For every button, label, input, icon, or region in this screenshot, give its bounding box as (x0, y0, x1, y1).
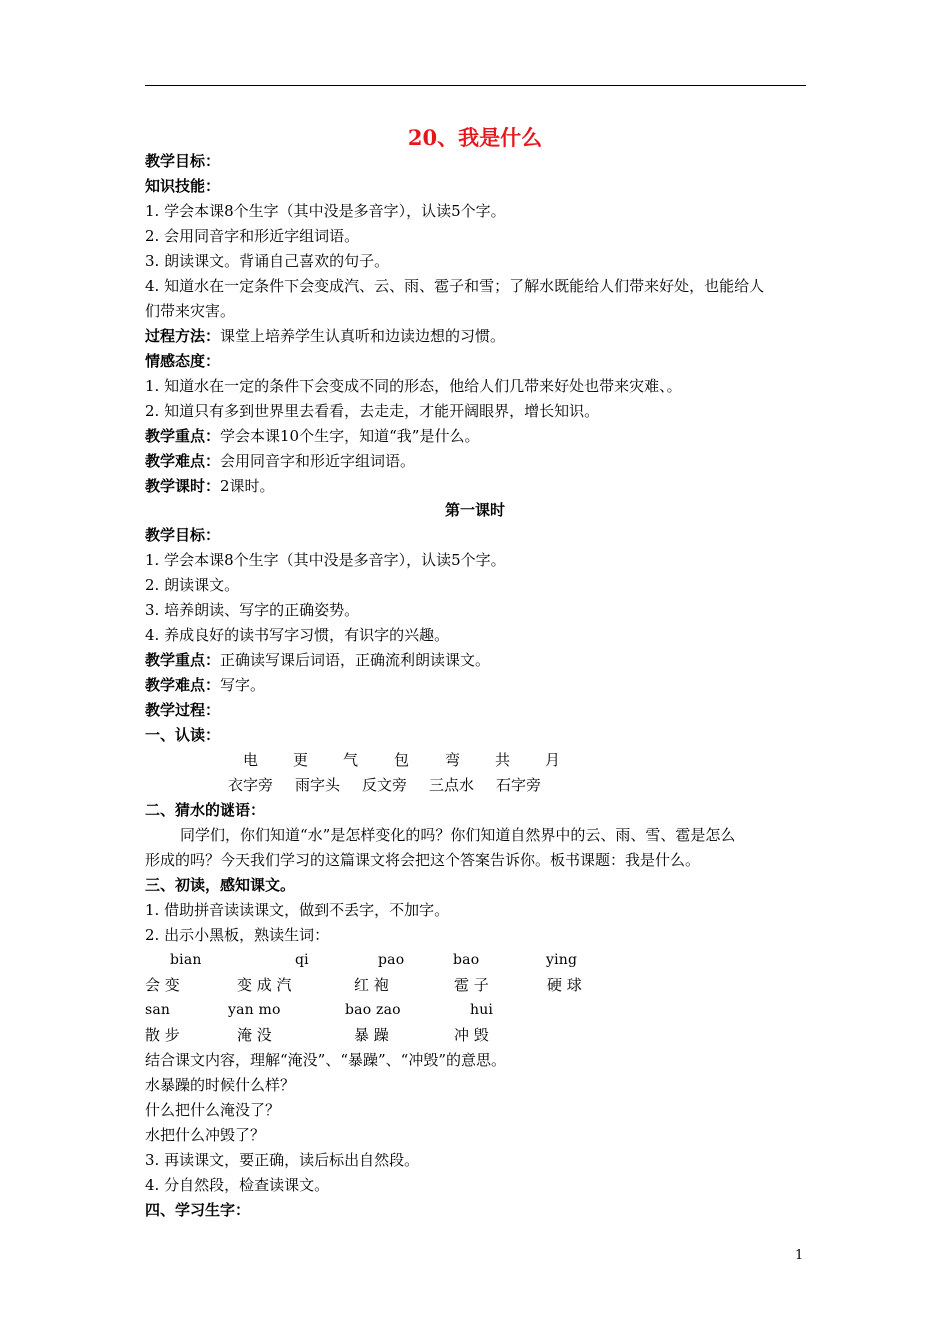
process-label: 过程方法： (145, 327, 221, 345)
radical-item: 衣字旁 (228, 776, 274, 794)
understand-instruction: 结合课文内容，理解“淹没”、“暴躁”、“冲毁”的意思。 (145, 1051, 507, 1069)
skill-item-2: 2. 会用同音字和形近字组词语。 (145, 227, 360, 245)
radical-item: 反文旁 (362, 776, 408, 794)
section-2-paragraph-line-2: 形成的吗？今天我们学习的这篇课文将会把这个答案告诉你。板书课题：我是什么。 (145, 851, 701, 869)
vocab-word: 会 变 (145, 976, 180, 994)
char-item: 月 (545, 751, 561, 769)
char-item: 电 (243, 751, 259, 769)
skill-item-3: 3. 朗读课文。背诵自己喜欢的句子。 (145, 252, 390, 270)
lesson-key-label: 教学重点： (145, 651, 221, 669)
key-text: 学会本课10个生字，知道“我”是什么。 (220, 427, 480, 445)
document-title: 20、我是什么 (407, 125, 543, 150)
section-3-heading: 三、初读，感知课文。 (145, 876, 296, 894)
header-rule (145, 85, 806, 86)
skill-item-4-cont: 们带来灾害。 (145, 302, 236, 320)
char-item: 包 (394, 751, 410, 769)
question-3: 水把什么冲毁了？ (145, 1126, 266, 1144)
lesson-objective-3: 3. 培养朗读、写字的正确姿势。 (145, 601, 360, 619)
radical-item: 石字旁 (496, 776, 542, 794)
lesson-key (145, 649, 490, 671)
vocab-word: 淹 没 (237, 1026, 272, 1044)
skills-heading: 知识技能： (145, 177, 221, 195)
lesson-one-heading: 第一课时 (444, 501, 505, 519)
section-1-heading: 一、认读： (145, 726, 221, 744)
char-item: 共 (495, 751, 511, 769)
teaching-hours (145, 475, 275, 497)
page-number: 1 (795, 1248, 804, 1263)
pinyin-label: yan mo (228, 1002, 281, 1018)
pinyin-label: qi (295, 952, 309, 968)
lesson-process-heading: 教学过程： (145, 701, 221, 719)
emotion-item-1: 1. 知道水在一定的条件下会变成不同的形态，他给人们几带来好处也带来灾难、。 (145, 377, 682, 395)
pinyin-label: pao (378, 952, 405, 968)
emotion-item-2: 2. 知道只有多到世界里去看看，去走走，才能开阔眼界，增长知识。 (145, 402, 600, 420)
section-3-item-3: 3. 再读课文，要正确，读后标出自然段。 (145, 1151, 420, 1169)
vocab-word: 变 成 汽 (237, 976, 292, 994)
vocab-word: 暴 躁 (354, 1026, 389, 1044)
pinyin-label: bian (170, 952, 202, 968)
lesson-difficulty (145, 674, 265, 696)
hours-text: 2课时。 (220, 477, 275, 495)
question-1: 水暴躁的时候什么样？ (145, 1076, 296, 1094)
pinyin-label: san (145, 1002, 171, 1018)
section-4-heading: 四、学习生字： (145, 1201, 251, 1219)
difficulty-text: 会用同音字和形近字组词语。 (220, 452, 416, 470)
vocab-word: 硬 球 (547, 976, 582, 994)
lesson-objective-4: 4. 养成良好的读书写字习惯，有识字的兴趣。 (145, 626, 450, 644)
emotion-heading: 情感态度： (145, 352, 221, 370)
lesson-difficulty-label: 教学难点： (145, 676, 221, 694)
section-3-item-2: 2. 出示小黑板，熟读生词： (145, 926, 330, 944)
section-3-item-1: 1. 借助拼音读读课文，做到不丢字，不加字。 (145, 901, 450, 919)
section-2-heading: 二、猜水的谜语： (145, 801, 266, 819)
lesson-objectives-heading: 教学目标： (145, 526, 221, 544)
pinyin-label: bao (453, 952, 480, 968)
pinyin-label: hui (470, 1002, 494, 1018)
radical-item: 雨字头 (295, 776, 341, 794)
key-label: 教学重点： (145, 427, 221, 445)
question-2: 什么把什么淹没了？ (145, 1101, 281, 1119)
vocab-word: 红 袍 (354, 976, 389, 994)
hours-label: 教学课时： (145, 477, 221, 495)
section-3-item-4: 4. 分自然段，检查读课文。 (145, 1176, 330, 1194)
difficulty-label: 教学难点： (145, 452, 221, 470)
lesson-objective-2: 2. 朗读课文。 (145, 576, 240, 594)
pinyin-label: bao zao (345, 1002, 401, 1018)
radical-item: 三点水 (429, 776, 475, 794)
skill-item-1: 1. 学会本课8个生字（其中没是多音字），认读5个字。 (145, 202, 506, 220)
objectives-heading: 教学目标： (145, 152, 221, 170)
lesson-objective-1: 1. 学会本课8个生字（其中没是多音字），认读5个字。 (145, 551, 506, 569)
lesson-difficulty-text: 写字。 (220, 676, 266, 694)
pinyin-label: ying (546, 952, 578, 968)
skill-item-4: 4. 知道水在一定条件下会变成汽、云、雨、雹子和雪；了解水既能给人们带来好处，也能给人 (145, 277, 765, 295)
vocab-word: 雹 子 (454, 976, 489, 994)
vocab-word: 冲 毁 (454, 1026, 489, 1044)
process-method (145, 325, 505, 347)
char-item: 弯 (445, 751, 461, 769)
teaching-difficulty (145, 450, 415, 472)
vocab-word: 散 步 (145, 1026, 180, 1044)
process-text: 课堂上培养学生认真听和边读边想的习惯。 (220, 327, 506, 345)
lesson-key-text: 正确读写课后词语，正确流利朗读课文。 (220, 651, 491, 669)
teaching-key (145, 425, 479, 447)
char-item: 更 (293, 751, 309, 769)
char-item: 气 (343, 751, 359, 769)
section-2-paragraph-line-1: 同学们，你们知道“水”是怎样变化的吗？你们知道自然界中的云、雨、雪、雹是怎么 (180, 826, 736, 844)
